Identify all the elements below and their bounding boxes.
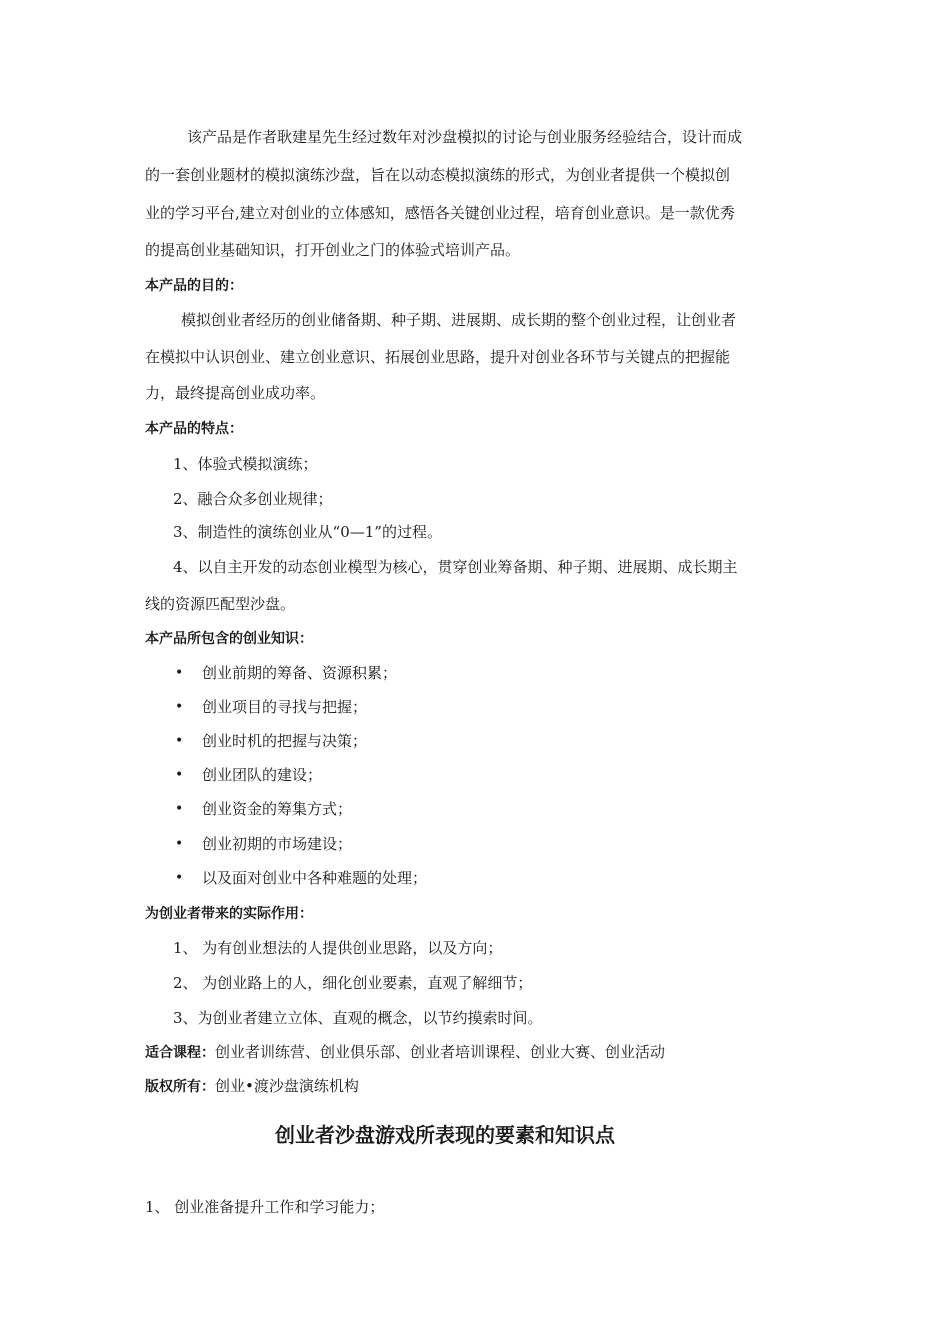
effect-item: 2、 为创业路上的人，细化创业要素，直观了解细节； [173, 974, 533, 992]
purpose-line: 在模拟中认识创业、建立创业意识、拓展创业思路，提升对创业各环节与关键点的把握能 [145, 348, 731, 366]
purpose-line: 力，最终提高创业成功率。 [145, 384, 326, 402]
features-heading: 本产品的特点： [145, 421, 243, 437]
bullet-marker: • [175, 733, 184, 749]
bullet-marker: • [175, 836, 184, 852]
bullet-marker: • [175, 767, 184, 783]
courses-label: 适合课程： [145, 1045, 215, 1061]
purpose-heading: 本产品的目的： [145, 278, 243, 294]
feature-item: 2、融合众多创业规律； [173, 490, 333, 508]
bullet-marker: • [175, 665, 184, 681]
knowledge-heading: 本产品所包含的创业知识： [145, 631, 313, 647]
intro-line: 的一套创业题材的模拟演练沙盘，旨在以动态模拟演练的形式，为创业者提供一个模拟创 [145, 166, 731, 184]
knowledge-item: 创业初期的市场建设； [202, 835, 353, 853]
intro-line: 的提高创业基础知识，打开创业之门的体验式培训产品。 [145, 241, 521, 259]
knowledge-item: 创业前期的筹备、资源积累； [202, 664, 398, 682]
feature-item: 4、以自主开发的动态创业模型为核心，贯穿创业筹备期、种子期、进展期、成长期主 [173, 558, 738, 576]
intro-line: 该产品是作者耿建星先生经过数年对沙盘模拟的讨论与创业服务经验结合，设计而成 [187, 128, 743, 146]
knowledge-item: 创业时机的把握与决策； [202, 732, 368, 750]
feature-item: 1、体验式模拟演练； [173, 455, 318, 473]
effects-heading: 为创业者带来的实际作用： [145, 906, 313, 922]
knowledge-item: 创业项目的寻找与把握； [202, 698, 368, 716]
knowledge-item: 创业资金的筹集方式； [202, 800, 353, 818]
intro-line: 业的学习平台,建立对创业的立体感知，感悟各关键创业过程，培育创业意识。是一款优秀 [145, 204, 735, 222]
feature-item: 3、制造性的演练创业从“0—1”的过程。 [173, 523, 442, 541]
courses-value: 创业者训练营、创业俱乐部、创业者培训课程、创业大赛、创业活动 [215, 1043, 666, 1061]
copyright-label: 版权所有： [145, 1079, 215, 1095]
bullet-marker: • [175, 699, 184, 715]
effect-item: 1、 为有创业想法的人提供创业思路，以及方向； [173, 939, 503, 957]
section-title: 创业者沙盘游戏所表现的要素和知识点 [275, 1123, 615, 1147]
knowledge-item: 创业团队的建设； [202, 766, 323, 784]
copyright-row [145, 1076, 359, 1097]
bullet-marker: • [175, 870, 184, 886]
bullet-marker: • [175, 801, 184, 817]
knowledge-item: 以及面对创业中各种难题的处理； [202, 869, 428, 887]
copyright-value: 创业•渡沙盘演练机构 [215, 1077, 359, 1095]
point-item: 1、 创业准备提升工作和学习能力； [145, 1198, 385, 1216]
feature-item-continued: 线的资源匹配型沙盘。 [145, 595, 296, 613]
courses-row [145, 1042, 665, 1063]
effect-item: 3、为创业者建立立体、直观的概念，以节约摸索时间。 [173, 1009, 543, 1027]
purpose-line: 模拟创业者经历的创业储备期、种子期、进展期、成长期的整个创业过程，让创业者 [181, 311, 737, 329]
